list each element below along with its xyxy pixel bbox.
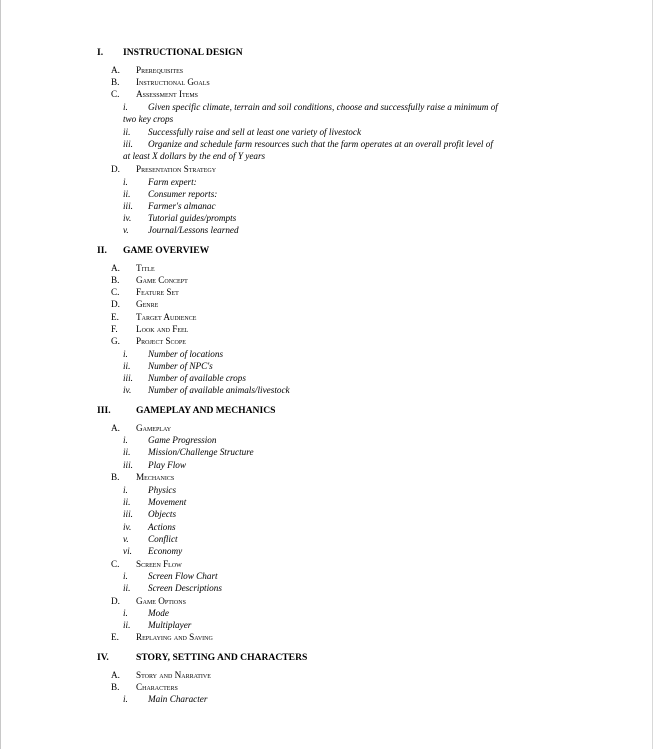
toc-entry-title: Mechanics — [136, 472, 175, 482]
toc-entry-number: A. — [111, 65, 120, 75]
toc-entry-title: Farm expert: — [148, 177, 197, 187]
toc-entry-number: A. — [111, 263, 120, 273]
toc-entry-title: Feature Set — [136, 287, 179, 297]
toc-entry-title: Conflict — [148, 534, 178, 544]
toc-entry-number: A. — [111, 670, 120, 680]
toc-entry-number: B. — [111, 472, 120, 482]
toc-entry-number: iv. — [123, 213, 132, 223]
toc-entry-number: iv. — [123, 385, 132, 395]
toc-entry-number: v. — [123, 534, 129, 544]
toc-entry-number: C. — [111, 287, 120, 297]
toc-entry-title: Movement — [148, 497, 187, 507]
toc-entry-title: Presentation Strategy — [136, 164, 217, 174]
toc-entry-number: i. — [123, 694, 128, 704]
toc-entry-title: Prerequisites — [136, 65, 184, 75]
toc-entry-title: Play Flow — [148, 460, 187, 470]
toc-entry-number: B. — [111, 682, 120, 692]
toc-entry-title: Number of locations — [148, 349, 224, 359]
toc-entry-title: Replaying and Saving — [136, 632, 213, 642]
toc-entry-title: Genre — [136, 299, 159, 309]
toc-entry-title: Physics — [148, 485, 177, 495]
toc-entry-number: i. — [123, 435, 128, 445]
toc-entry-number: ii. — [123, 127, 131, 137]
toc-entry-number: D. — [111, 164, 120, 174]
toc-entry-number: vi. — [123, 546, 132, 556]
toc-entry-title-continued: at least X dollars by the end of Y years — [123, 151, 266, 161]
toc-entry-number: i. — [123, 102, 128, 112]
toc-entry-number: E. — [111, 312, 119, 322]
toc-entry-number: iii. — [123, 139, 133, 149]
toc-entry-number: C. — [111, 89, 120, 99]
toc-entry-number: D. — [111, 596, 120, 606]
toc-entry-title: Assessment Items — [136, 89, 199, 99]
toc-entry-title: Journal/Lessons learned — [148, 225, 239, 235]
toc-entry-title: Economy — [148, 546, 183, 556]
toc-entry-number: ii. — [123, 189, 131, 199]
toc-entry-title: Multiplayer — [148, 620, 192, 630]
toc-entry-title: Target Audience — [136, 312, 197, 322]
toc-entry-title: Organize and schedule farm resources such that the farm operates at an overall profit level of — [148, 139, 493, 149]
toc-section-title: STORY, SETTING AND CHARACTERS — [136, 652, 308, 663]
toc-entry-number: G. — [111, 336, 120, 346]
toc-entry-title: Mode — [148, 608, 169, 618]
toc-entry-number: i. — [123, 571, 128, 581]
toc-entry-title: Look and Feel — [136, 324, 189, 334]
toc-entry-title: Instructional Goals — [136, 77, 210, 87]
toc-entry-number: ii. — [123, 583, 131, 593]
toc-entry-number: iii. — [123, 509, 133, 519]
toc-entry-number: F. — [111, 324, 118, 334]
toc-entry-title: Number of available crops — [148, 373, 246, 383]
toc-entry-title: Mission/Challenge Structure — [148, 447, 254, 457]
toc-entry-number: B. — [111, 275, 120, 285]
toc-section-title: GAME OVERVIEW — [123, 245, 210, 256]
toc-entry-title: Objects — [148, 509, 177, 519]
toc-entry-number: iii. — [123, 460, 133, 470]
toc-entry-title: Tutorial guides/prompts — [148, 213, 237, 223]
toc-section-number: I. — [97, 47, 104, 58]
toc-entry-title: Game Concept — [136, 275, 188, 285]
toc-entry-number: iv. — [123, 522, 132, 532]
toc-entry-title: Title — [136, 263, 155, 273]
toc-entry-title: Given specific climate, terrain and soil conditions, choose and successfully raise a minimum of — [148, 102, 498, 112]
toc-entry-title: Screen Descriptions — [148, 583, 222, 593]
toc-entry-title: Main Character — [148, 694, 208, 704]
toc-entry-title-continued: two key crops — [123, 114, 174, 124]
toc-entry-number: iii. — [123, 373, 133, 383]
toc-entry-title: Screen Flow — [136, 559, 182, 569]
toc-entry-title: Consumer reports: — [148, 189, 218, 199]
toc-entry-number: i. — [123, 349, 128, 359]
toc-entry-title: Story and Narrative — [136, 670, 211, 680]
toc-section-number: III. — [97, 405, 111, 416]
toc-section-title: GAMEPLAY AND MECHANICS — [136, 405, 276, 416]
toc-section-title: INSTRUCTIONAL DESIGN — [123, 47, 243, 58]
toc-entry-number: E. — [111, 632, 119, 642]
toc-entry-title: Project Scope — [136, 336, 186, 346]
toc-entry-title: Gameplay — [136, 423, 172, 433]
toc-entry-title: Actions — [148, 522, 176, 532]
toc-entry-number: i. — [123, 485, 128, 495]
toc-entry-number: i. — [123, 608, 128, 618]
toc-entry-title: Game Options — [136, 596, 186, 606]
toc-entry-number: ii. — [123, 497, 131, 507]
toc-entry-title: Farmer's almanac — [148, 201, 216, 211]
toc-entry-title: Game Progression — [148, 435, 217, 445]
toc-entry-number: B. — [111, 77, 120, 87]
toc-entry-number: v. — [123, 225, 129, 235]
toc-entry-number: i. — [123, 177, 128, 187]
toc-entry-number: A. — [111, 423, 120, 433]
toc-entry-title: Screen Flow Chart — [148, 571, 218, 581]
toc-entry-title: Characters — [136, 682, 178, 692]
toc-entry-number: C. — [111, 559, 120, 569]
toc-entry-number: iii. — [123, 201, 133, 211]
toc-section-number: IV. — [97, 652, 109, 663]
toc-entry-number: D. — [111, 299, 120, 309]
toc-entry-title: Successfully raise and sell at least one variety of livestock — [148, 127, 362, 137]
toc-entry-number: ii. — [123, 361, 131, 371]
toc-entry-number: ii. — [123, 447, 131, 457]
toc-section-number: II. — [97, 245, 107, 256]
toc-entry-title: Number of NPC's — [148, 361, 213, 371]
toc-entry-number: ii. — [123, 620, 131, 630]
toc-entry-title: Number of available animals/livestock — [148, 385, 290, 395]
